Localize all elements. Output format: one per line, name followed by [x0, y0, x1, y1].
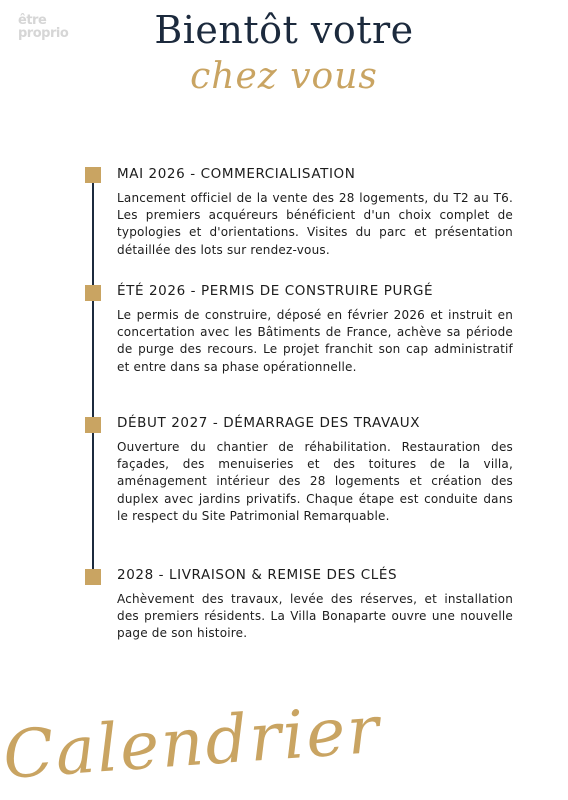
timeline-marker-3	[85, 417, 101, 433]
event-body: Le permis de construire, déposé en février 2026 et instruit en concertation avec les Bâtiments de France, achève sa période de purge des recours. Le projet franchit son cap administratif et entre dans sa phase opérationnelle.	[117, 308, 513, 374]
timeline-event-3	[117, 415, 513, 525]
timeline-marker-2	[85, 285, 101, 301]
timeline-marker-1	[85, 167, 101, 183]
event-title: ÉTÉ 2026 - PERMIS DE CONSTRUIRE PURGÉ	[117, 283, 434, 299]
timeline-event-2	[117, 283, 513, 376]
logo-line-2: proprio	[18, 26, 69, 41]
timeline-event-4	[117, 567, 513, 643]
timeline-marker-4	[85, 569, 101, 585]
event-title: MAI 2026 - COMMERCIALISATION	[117, 166, 356, 182]
page-subtitle: chez vous	[190, 56, 378, 97]
footer-script-label: Calendrier	[0, 690, 384, 794]
event-title: DÉBUT 2027 - DÉMARRAGE DES TRAVAUX	[117, 415, 421, 431]
timeline-line	[92, 176, 94, 576]
page-title: Bientôt votre	[154, 8, 414, 52]
timeline-event-1	[117, 166, 513, 259]
event-body: Lancement officiel de la vente des 28 logements, du T2 au T6. Les premiers acquéreurs bénéficient d'un choix complet de typologies et d'orientations. Visites du parc et présentation détaillée des lots sur rendez-vous.	[117, 191, 513, 257]
event-title: 2028 - LIVRAISON & REMISE DES CLÉS	[117, 567, 398, 583]
event-body: Achèvement des travaux, levée des réserves, et installation des premiers résidents. La Villa Bonaparte ouvre une nouvelle page de son histoire.	[117, 592, 513, 641]
logo-line-1: être	[18, 13, 47, 28]
event-body: Ouverture du chantier de réhabilitation. Restauration des façades, des menuiseries et des toitures de la villa, aménagement intérieur des 28 logements et création des duplex avec jardins privatifs. Chaque étape est conduite dans le respect du Site Patrimonial Remarquable.	[117, 440, 513, 523]
